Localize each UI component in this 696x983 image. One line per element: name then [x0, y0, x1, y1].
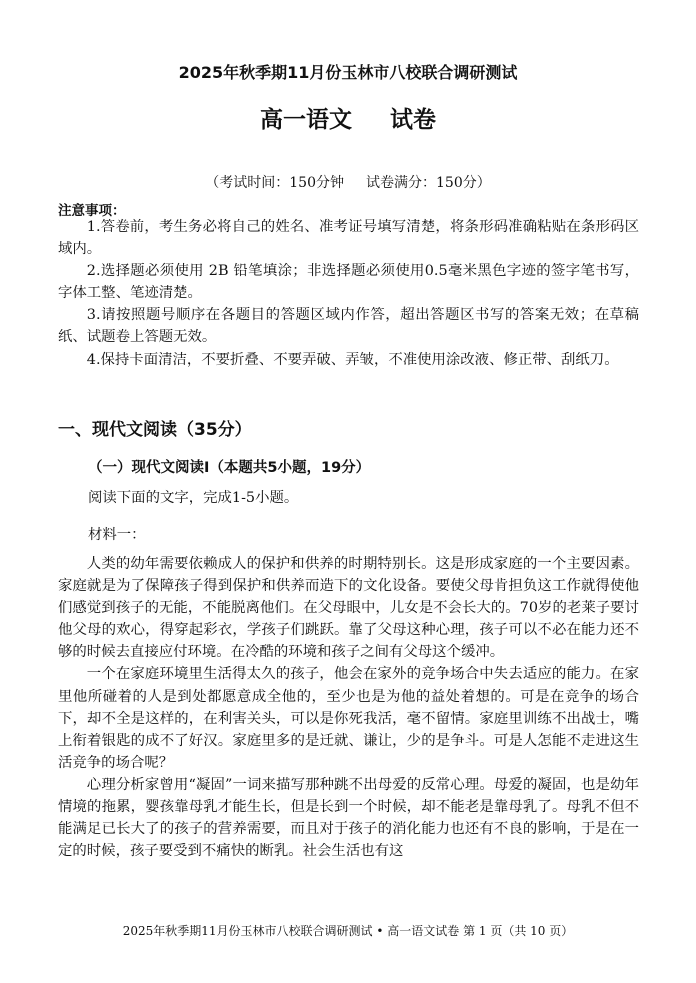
passage	[58, 553, 639, 862]
exam-meta	[0, 172, 696, 192]
subject-title	[0, 101, 696, 134]
section-title: 一、现代文阅读（35分）	[58, 420, 252, 440]
subject-name: 高一语文	[260, 107, 352, 133]
notes-heading: 注意事项：	[58, 203, 126, 219]
passage-paragraph: 心理分析家曾用“凝固”一词来描写那种跳不出母爱的反常心理。母爱的凝固，也是幼年情境的拖累，婴孩靠母乳才能生长，但是长到一个时候，却不能老是靠母乳了。母乳不但不能满足已长大了的孩子的营养需要，而且对于孩子的消化能力也还有不良的影响，于是在一定的时候，孩子要受到不痛快的断乳。社会生活也有这	[58, 776, 639, 860]
exam-time: （考试时间：150分钟	[205, 175, 344, 191]
notes-list	[58, 216, 639, 371]
material-label: 材料一：	[88, 527, 146, 543]
page-footer: 2025年秋季期11月份玉林市八校联合调研测试 • 高一语文试卷 第 1 页（共 10 页）	[122, 924, 574, 938]
note-item: 4.保持卡面清洁，不要折叠、不要弄破、弄皱，不准使用涂改液、修正带、刮纸刀。	[86, 351, 619, 368]
exam-title: 2025年秋季期11月份玉林市八校联合调研测试	[178, 63, 518, 82]
note-item: 3.请按照题号顺序在各题目的答题区域内作答，超出答题区书写的答案无效；在草稿纸、试题卷上答题无效。	[58, 307, 639, 346]
note-item: 1.答卷前，考生务必将自己的姓名、准考证号填写清楚，将条形码准确粘贴在条形码区域内。	[58, 219, 639, 258]
reading-instruction: 阅读下面的文字，完成1-5小题。	[88, 490, 299, 506]
note-item: 2.选择题必须使用 2B 铅笔填涂；非选择题必须使用0.5毫米黑色字迹的签字笔书写，字体工整、笔迹清楚。	[58, 263, 639, 302]
passage-paragraph: 人类的幼年需要依赖成人的保护和供养的时期特别长。这是形成家庭的一个主要因素。家庭就是为了保障孩子得到保护和供养而造下的文化设备。要使父母肯担负这工作就得使他们感觉到孩子的无能，不能脱离他们。在父母眼中，儿女是不会长大的。70岁的老莱子要讨他父母的欢心，得穿起彩衣，学孩子们跳跃。靠了父母这种心理，孩子可以不必在能力还不够的时候去直接应付环境。在冷酷的环境和孩子之间有父母这个缓冲。	[58, 556, 639, 661]
subsection-title: （一）现代文阅读Ⅰ（本题共5小题，19分）	[88, 460, 371, 476]
paper-label: 试卷	[390, 107, 436, 133]
passage-paragraph: 一个在家庭环境里生活得太久的孩子，他会在家外的竞争场合中失去适应的能力。在家里他所碰着的人是到处都愿意成全他的，至少也是为他的益处着想的。可是在竞争的场合下，却不全是这样的，在利害关头，可以是你死我活，毫不留情。家庭里训练不出战士，嘴上衔着银匙的成不了好汉。家庭里多的是迁就、谦让，少的是争斗。可是人怎能不走进这生活竞争的场合呢？	[58, 666, 639, 771]
exam-score: 试卷满分：150分）	[366, 175, 491, 191]
